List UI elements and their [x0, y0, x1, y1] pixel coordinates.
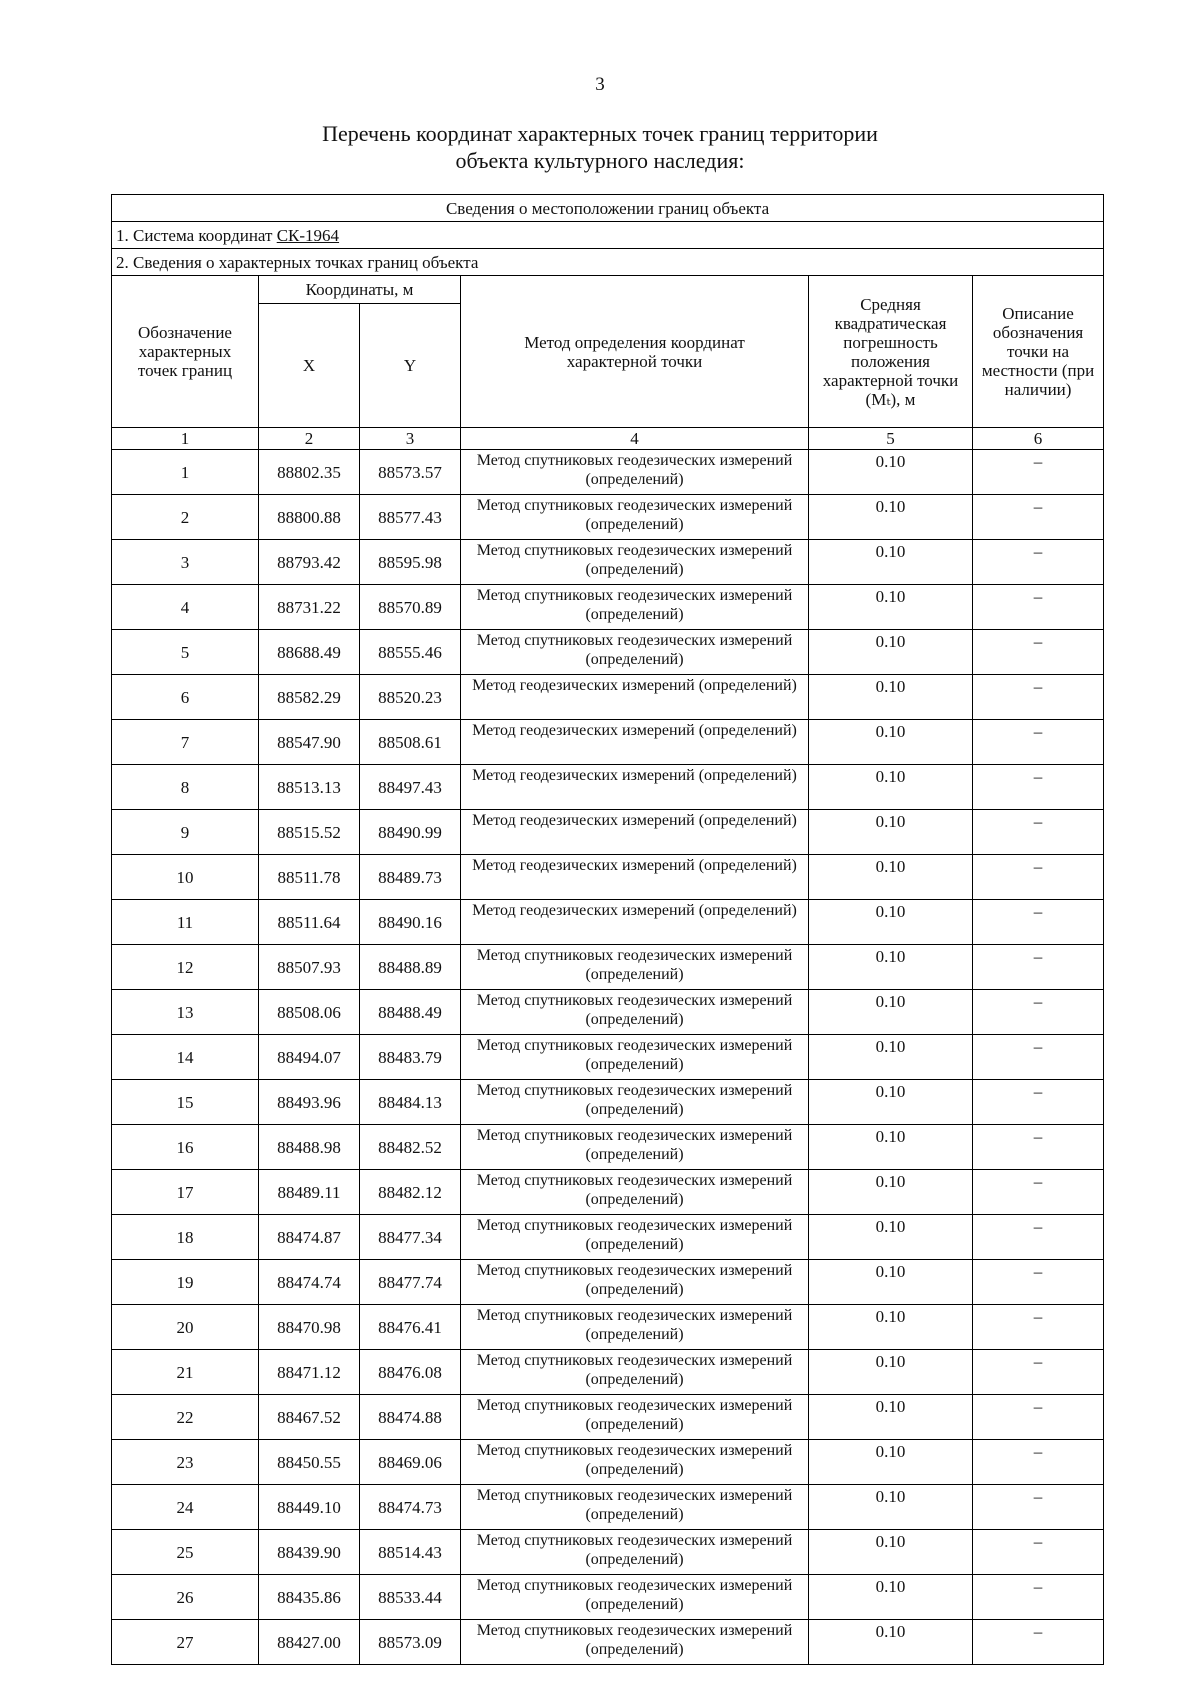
col-header-description: Описание обозначения точки на местности (при наличии) — [973, 276, 1104, 428]
x-coordinate-cell: 88427.00 — [259, 1620, 360, 1665]
method-cell: Метод спутниковых геодезических измерений (определений) — [461, 585, 809, 630]
y-coordinate-cell: 88490.99 — [360, 810, 461, 855]
x-coordinate-cell: 88513.13 — [259, 765, 360, 810]
y-coordinate-cell: 88497.43 — [360, 765, 461, 810]
point-number-cell: 26 — [112, 1575, 259, 1620]
table-row — [112, 1125, 1104, 1170]
point-number-cell: 7 — [112, 720, 259, 765]
method-cell: Метод спутниковых геодезических измерений (определений) — [461, 630, 809, 675]
point-number-cell: 22 — [112, 1395, 259, 1440]
error-cell: 0.10 — [809, 900, 973, 945]
method-cell: Метод спутниковых геодезических измерений (определений) — [461, 1440, 809, 1485]
table-row — [112, 1485, 1104, 1530]
col-header-designation: Обозначение характерных точек границ — [112, 276, 259, 428]
document-title — [0, 120, 1200, 174]
col-header-coordinates: Координаты, м — [259, 276, 461, 304]
description-cell: – — [973, 1440, 1104, 1485]
y-coordinate-cell: 88573.57 — [360, 450, 461, 495]
table-row — [112, 945, 1104, 990]
x-coordinate-cell: 88511.64 — [259, 900, 360, 945]
y-coordinate-cell: 88482.52 — [360, 1125, 461, 1170]
y-coordinate-cell: 88483.79 — [360, 1035, 461, 1080]
table-row — [112, 810, 1104, 855]
error-cell: 0.10 — [809, 1215, 973, 1260]
y-coordinate-cell: 88508.61 — [360, 720, 461, 765]
table-row — [112, 855, 1104, 900]
description-cell: – — [973, 720, 1104, 765]
description-cell: – — [973, 585, 1104, 630]
col-number: 4 — [461, 428, 809, 450]
x-coordinate-cell: 88515.52 — [259, 810, 360, 855]
table-row — [112, 1215, 1104, 1260]
x-coordinate-cell: 88800.88 — [259, 495, 360, 540]
description-cell: – — [973, 900, 1104, 945]
table-row — [112, 450, 1104, 495]
method-cell: Метод спутниковых геодезических измерений (определений) — [461, 1305, 809, 1350]
x-coordinate-cell: 88474.87 — [259, 1215, 360, 1260]
error-cell: 0.10 — [809, 945, 973, 990]
y-coordinate-cell: 88489.73 — [360, 855, 461, 900]
y-coordinate-cell: 88474.73 — [360, 1485, 461, 1530]
table-row — [112, 630, 1104, 675]
description-cell: – — [973, 675, 1104, 720]
error-cell: 0.10 — [809, 450, 973, 495]
x-coordinate-cell: 88470.98 — [259, 1305, 360, 1350]
method-cell: Метод спутниковых геодезических измерений (определений) — [461, 945, 809, 990]
method-cell: Метод спутниковых геодезических измерений (определений) — [461, 1485, 809, 1530]
point-number-cell: 8 — [112, 765, 259, 810]
point-number-cell: 19 — [112, 1260, 259, 1305]
x-coordinate-cell: 88435.86 — [259, 1575, 360, 1620]
point-number-cell: 6 — [112, 675, 259, 720]
point-number-cell: 10 — [112, 855, 259, 900]
method-cell: Метод спутниковых геодезических измерений (определений) — [461, 1350, 809, 1395]
point-number-cell: 2 — [112, 495, 259, 540]
description-cell: – — [973, 1080, 1104, 1125]
y-coordinate-cell: 88469.06 — [360, 1440, 461, 1485]
error-cell: 0.10 — [809, 495, 973, 540]
point-number-cell: 5 — [112, 630, 259, 675]
method-cell: Метод спутниковых геодезических измерений (определений) — [461, 1395, 809, 1440]
col-header-method: Метод определения координат характерной точки — [461, 276, 809, 428]
x-coordinate-cell: 88731.22 — [259, 585, 360, 630]
coordinates-table — [111, 194, 1104, 1665]
error-cell: 0.10 — [809, 540, 973, 585]
description-cell: – — [973, 450, 1104, 495]
point-number-cell: 1 — [112, 450, 259, 495]
table-row — [112, 1080, 1104, 1125]
description-cell: – — [973, 945, 1104, 990]
col-number: 1 — [112, 428, 259, 450]
method-cell: Метод спутниковых геодезических измерений (определений) — [461, 1080, 809, 1125]
method-cell: Метод геодезических измерений (определений) — [461, 855, 809, 900]
error-cell: 0.10 — [809, 1485, 973, 1530]
y-coordinate-cell: 88577.43 — [360, 495, 461, 540]
x-coordinate-cell: 88494.07 — [259, 1035, 360, 1080]
method-cell: Метод спутниковых геодезических измерений (определений) — [461, 540, 809, 585]
y-coordinate-cell: 88484.13 — [360, 1080, 461, 1125]
table-row — [112, 1170, 1104, 1215]
col-number: 2 — [259, 428, 360, 450]
col-number: 5 — [809, 428, 973, 450]
point-number-cell: 23 — [112, 1440, 259, 1485]
x-coordinate-cell: 88793.42 — [259, 540, 360, 585]
description-cell: – — [973, 1305, 1104, 1350]
error-cell: 0.10 — [809, 1575, 973, 1620]
table-row — [112, 675, 1104, 720]
description-cell: – — [973, 765, 1104, 810]
error-cell: 0.10 — [809, 585, 973, 630]
table-row — [112, 1440, 1104, 1485]
point-number-cell: 21 — [112, 1350, 259, 1395]
error-cell: 0.10 — [809, 1350, 973, 1395]
table-row — [112, 1620, 1104, 1665]
point-number-cell: 4 — [112, 585, 259, 630]
y-coordinate-cell: 88595.98 — [360, 540, 461, 585]
description-cell: – — [973, 1395, 1104, 1440]
x-coordinate-cell: 88493.96 — [259, 1080, 360, 1125]
table-row — [112, 1395, 1104, 1440]
method-cell: Метод спутниковых геодезических измерений (определений) — [461, 1575, 809, 1620]
table-header-main: Сведения о местоположении границ объекта — [112, 195, 1104, 222]
table-row — [112, 1350, 1104, 1395]
point-number-cell: 24 — [112, 1485, 259, 1530]
point-number-cell: 20 — [112, 1305, 259, 1350]
x-coordinate-cell: 88489.11 — [259, 1170, 360, 1215]
coordinate-system-value: СК-1964 — [276, 225, 340, 245]
y-coordinate-cell: 88476.08 — [360, 1350, 461, 1395]
table-row — [112, 585, 1104, 630]
table-row — [112, 900, 1104, 945]
method-cell: Метод спутниковых геодезических измерений (определений) — [461, 1035, 809, 1080]
point-number-cell: 17 — [112, 1170, 259, 1215]
col-header-x: X — [259, 304, 360, 428]
description-cell: – — [973, 1530, 1104, 1575]
method-cell: Метод геодезических измерений (определений) — [461, 900, 809, 945]
method-cell: Метод геодезических измерений (определений) — [461, 810, 809, 855]
points-section-label: 2. Сведения о характерных точках границ объекта — [112, 249, 1104, 276]
description-cell: – — [973, 855, 1104, 900]
y-coordinate-cell: 88476.41 — [360, 1305, 461, 1350]
error-cell: 0.10 — [809, 1620, 973, 1665]
x-coordinate-cell: 88802.35 — [259, 450, 360, 495]
x-coordinate-cell: 88511.78 — [259, 855, 360, 900]
col-number: 3 — [360, 428, 461, 450]
description-cell: – — [973, 1035, 1104, 1080]
point-number-cell: 25 — [112, 1530, 259, 1575]
point-number-cell: 11 — [112, 900, 259, 945]
point-number-cell: 27 — [112, 1620, 259, 1665]
error-cell: 0.10 — [809, 1035, 973, 1080]
col-header-y: Y — [360, 304, 461, 428]
x-coordinate-cell: 88508.06 — [259, 990, 360, 1035]
error-cell: 0.10 — [809, 1125, 973, 1170]
table-row — [112, 1305, 1104, 1350]
error-cell: 0.10 — [809, 990, 973, 1035]
table-row — [112, 540, 1104, 585]
error-cell: 0.10 — [809, 1305, 973, 1350]
col-number: 6 — [973, 428, 1104, 450]
error-cell: 0.10 — [809, 1170, 973, 1215]
y-coordinate-cell: 88474.88 — [360, 1395, 461, 1440]
y-coordinate-cell: 88490.16 — [360, 900, 461, 945]
table-row — [112, 1530, 1104, 1575]
error-cell: 0.10 — [809, 720, 973, 765]
col-header-error: Средняя квадратическая погрешность положения характерной точки (Mₜ), м — [809, 276, 973, 428]
description-cell: – — [973, 1620, 1104, 1665]
x-coordinate-cell: 88449.10 — [259, 1485, 360, 1530]
x-coordinate-cell: 88688.49 — [259, 630, 360, 675]
description-cell: – — [973, 990, 1104, 1035]
x-coordinate-cell: 88450.55 — [259, 1440, 360, 1485]
error-cell: 0.10 — [809, 1395, 973, 1440]
point-number-cell: 3 — [112, 540, 259, 585]
method-cell: Метод спутниковых геодезических измерений (определений) — [461, 1530, 809, 1575]
error-cell: 0.10 — [809, 810, 973, 855]
column-numbers-row — [112, 428, 1104, 450]
description-cell: – — [973, 1485, 1104, 1530]
method-cell: Метод спутниковых геодезических измерений (определений) — [461, 450, 809, 495]
x-coordinate-cell: 88547.90 — [259, 720, 360, 765]
y-coordinate-cell: 88514.43 — [360, 1530, 461, 1575]
table-row — [112, 990, 1104, 1035]
description-cell: – — [973, 1215, 1104, 1260]
description-cell: – — [973, 540, 1104, 585]
error-cell: 0.10 — [809, 855, 973, 900]
y-coordinate-cell: 88533.44 — [360, 1575, 461, 1620]
y-coordinate-cell: 88488.89 — [360, 945, 461, 990]
coordinate-system-label: 1. Система координат — [116, 225, 277, 245]
table-row — [112, 1575, 1104, 1620]
coordinate-system-row — [112, 222, 1104, 249]
description-cell: – — [973, 1575, 1104, 1620]
x-coordinate-cell: 88471.12 — [259, 1350, 360, 1395]
error-cell: 0.10 — [809, 675, 973, 720]
method-cell: Метод геодезических измерений (определений) — [461, 720, 809, 765]
x-coordinate-cell: 88474.74 — [259, 1260, 360, 1305]
method-cell: Метод спутниковых геодезических измерений (определений) — [461, 1260, 809, 1305]
point-number-cell: 13 — [112, 990, 259, 1035]
point-number-cell: 18 — [112, 1215, 259, 1260]
page-number: 3 — [595, 74, 605, 95]
error-cell: 0.10 — [809, 630, 973, 675]
description-cell: – — [973, 810, 1104, 855]
description-cell: – — [973, 495, 1104, 540]
table-row — [112, 1260, 1104, 1305]
method-cell: Метод спутниковых геодезических измерений (определений) — [461, 495, 809, 540]
table-row — [112, 765, 1104, 810]
error-cell: 0.10 — [809, 1080, 973, 1125]
description-cell: – — [973, 1125, 1104, 1170]
point-number-cell: 15 — [112, 1080, 259, 1125]
method-cell: Метод спутниковых геодезических измерений (определений) — [461, 1125, 809, 1170]
point-number-cell: 14 — [112, 1035, 259, 1080]
x-coordinate-cell: 88439.90 — [259, 1530, 360, 1575]
error-cell: 0.10 — [809, 1260, 973, 1305]
x-coordinate-cell: 88507.93 — [259, 945, 360, 990]
method-cell: Метод спутниковых геодезических измерений (определений) — [461, 1620, 809, 1665]
y-coordinate-cell: 88520.23 — [360, 675, 461, 720]
y-coordinate-cell: 88482.12 — [360, 1170, 461, 1215]
title-line-1: Перечень координат характерных точек границ территории — [322, 121, 878, 146]
x-coordinate-cell: 88582.29 — [259, 675, 360, 720]
y-coordinate-cell: 88477.74 — [360, 1260, 461, 1305]
method-cell: Метод спутниковых геодезических измерений (определений) — [461, 990, 809, 1035]
y-coordinate-cell: 88477.34 — [360, 1215, 461, 1260]
description-cell: – — [973, 630, 1104, 675]
table-row — [112, 495, 1104, 540]
y-coordinate-cell: 88555.46 — [360, 630, 461, 675]
point-number-cell: 16 — [112, 1125, 259, 1170]
table-row — [112, 720, 1104, 765]
y-coordinate-cell: 88488.49 — [360, 990, 461, 1035]
y-coordinate-cell: 88573.09 — [360, 1620, 461, 1665]
point-number-cell: 9 — [112, 810, 259, 855]
description-cell: – — [973, 1260, 1104, 1305]
point-number-cell: 12 — [112, 945, 259, 990]
method-cell: Метод спутниковых геодезических измерений (определений) — [461, 1170, 809, 1215]
title-line-2: объекта культурного наследия: — [455, 148, 745, 173]
x-coordinate-cell: 88467.52 — [259, 1395, 360, 1440]
method-cell: Метод геодезических измерений (определений) — [461, 675, 809, 720]
error-cell: 0.10 — [809, 1440, 973, 1485]
table-row — [112, 1035, 1104, 1080]
error-cell: 0.10 — [809, 765, 973, 810]
description-cell: – — [973, 1170, 1104, 1215]
method-cell: Метод геодезических измерений (определений) — [461, 765, 809, 810]
description-cell: – — [973, 1350, 1104, 1395]
method-cell: Метод спутниковых геодезических измерений (определений) — [461, 1215, 809, 1260]
x-coordinate-cell: 88488.98 — [259, 1125, 360, 1170]
y-coordinate-cell: 88570.89 — [360, 585, 461, 630]
error-cell: 0.10 — [809, 1530, 973, 1575]
